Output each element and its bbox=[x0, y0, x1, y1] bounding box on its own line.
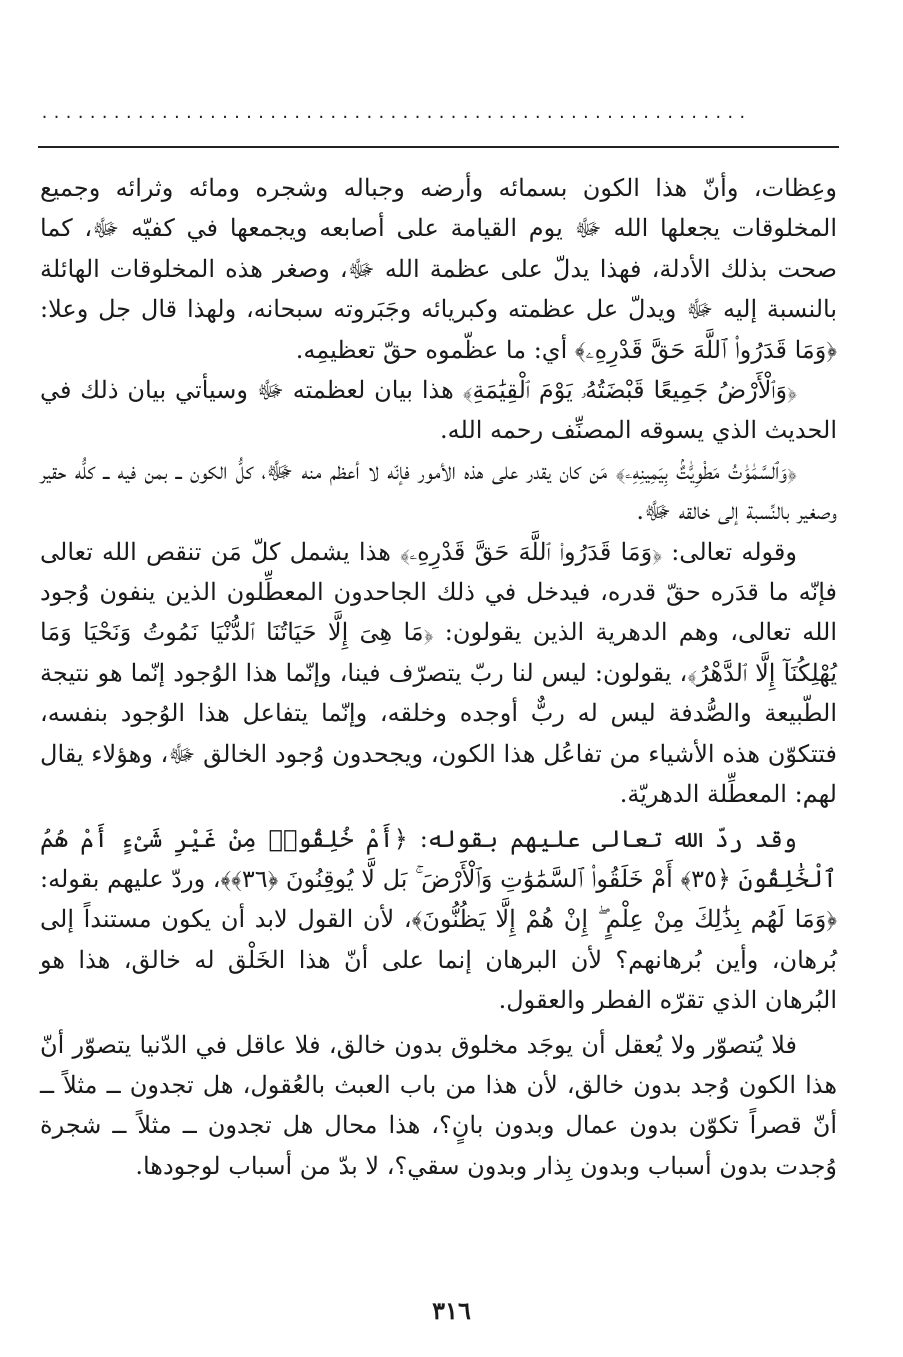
dotted-separator: ........................................................... bbox=[40, 104, 750, 122]
paragraph-6: فلا يُتصوّر ولا يُعقل أن يوجَد مخلوق بدون خالق، فلا عاقل في الدّنيا يتصوّر أنّ هذا الكون وُجد بدون خالق، لأن هذا من باب العبث بالعُقول، هل تجدون ــ مثلاً ــ أنّ قصراً تكوّن بدون عمال وبدون بانٍ؟، هذا محال هل تجدون ــ مثلاً ــ شجرة وُجدت بدون أسباب وبدون بِذار وبدون سقي؟، لا بدّ من أسباب لوجودها. bbox=[40, 1030, 837, 1180]
paragraph-3: ﴿وَٱلسَّمَٰوَٰتُ مَطْوِيَّٰتٌۢ بِيَمِينِهِۦ﴾ مَن كان يقدر على هذه الأمور فإنّه لا أعظم منه ﷻ، كلُّ الكون ــ بمن فيه ــ كلُّه حقير وصغير بالنِّسبة إلى خالقه ﷻ. bbox=[40, 456, 837, 526]
page-number: ٣١٦ bbox=[432, 1296, 471, 1325]
paragraph-2: ﴿وَٱلْأَرْضُ جَمِيعًا قَبْضَتُهُۥ يَوْمَ ٱلْقِيَٰمَةِ﴾ هذا بيان لعظمته ﷻ وسيأتي بيان ذلك في الحديث الذي يسوقه المصنِّف رحمه الله. bbox=[40, 376, 837, 445]
page-body bbox=[40, 168, 837, 1186]
paragraph-4: وقوله تعالى: ﴿وَمَا قَدَرُوا۟ ٱللَّهَ حَقَّ قَدْرِهِۦ﴾ هذا يشمل كلّ مَن تنقص الله تعالى فإنّه ما قدَره حقّ قدره، فيدخل في ذلك الجاحدون المعطِّلون الذين ينفون وُجود الله تعالى، وهم الدهرية الذين يقولون: ﴿مَا هِىَ إِلَّا حَيَاتُنَا ٱلدُّنْيَا نَمُوتُ وَنَحْيَا وَمَا يُهْلِكُنَآ إِلَّا ٱلدَّهْرُ﴾، يقولون: ليس لنا ربّ يتصرّف فينا، وإنّما هذا الوُجود إنّما هو نتيجة الطّبيعة والصُّدفة ليس له ربٌّ أوجده وخلقه، وإنّما يتفاعل هذا الوُجود بنفسه، فتتكوّن هذه الأشياء من تفاعُل هذا الكون، ويجحدون وُجود الخالق ﷻ، وهؤلاء يقال لهم: المعطِّلة الدهريّة. bbox=[40, 537, 838, 809]
paragraph-1: وعِظات، وأنّ هذا الكون بسمائه وأرضه وجباله وشجره ومائه وثرائه وجميع المخلوقات يجعلها الله ﷻ يوم القيامة على أصابعه ويجمعها في كفيّه ﷻ، كما صحت بذلك الأدلة، فهذا يدلّ على عظمة الله ﷻ، وصغر هذه المخلوقات الهائلة بالنسبة إليه ﷻ ويدلّ عل عظمته وكبريائه وجَبَروته سبحانه، ولهذا قال جل وعلا: ﴿وَمَا قَدَرُوا۟ ٱللَّهَ حَقَّ قَدْرِهِۦ﴾ أي: ما عظّموه حقّ تعظيمِه. bbox=[40, 174, 837, 364]
paragraph-5: وقد ردّ الله تعالى عليهم بقوله: ﴿أَمْ خُلِقُوا۟ مِنْ غَيْرِ شَىْءٍ أَمْ هُمُ ٱلْخَٰلِقُونَ ﴿٣٥﴾ أَمْ خَلَقُوا۟ ٱلسَّمَٰوَٰتِ وَٱلْأَرْضَ ۚ بَل لَّا يُوقِنُونَ ﴿٣٦﴾﴾، وردّ عليهم بقوله: ﴿وَمَا لَهُم بِذَٰلِكَ مِنْ عِلْمٍ ۖ إِنْ هُمْ إِلَّا يَظُنُّونَ﴾، لأن القول لابد أن يكون مستنداً إلى بُرهان، وأين بُرهانهم؟ لأن البرهان إنما على أنّ هذا الخَلْق له خالق، هذا هو البُرهان الذي تقرّه الفطر والعقول. bbox=[40, 824, 837, 1015]
footnote-rule bbox=[38, 146, 839, 148]
